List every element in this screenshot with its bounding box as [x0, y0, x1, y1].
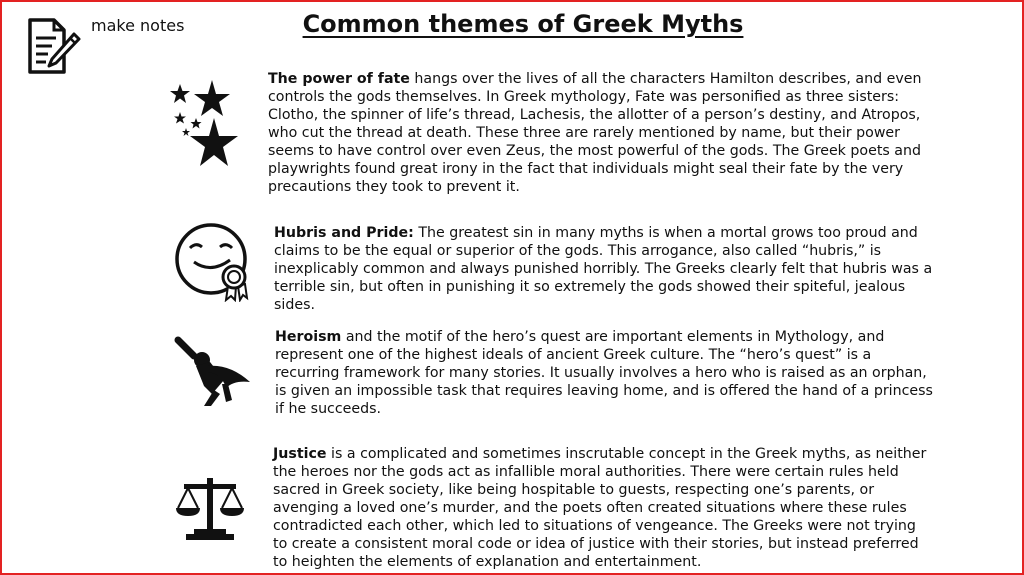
- theme-fate-body: hangs over the lives of all the characters Hamilton describes, and even controls the gods themselves. In Greek mythology, Fate was personified as three sisters: Clotho, the spinner of life’s thread, Lachesis, the allotter of a person’s destiny, and Atropos, who cut the thread at death. These three are rarely mentioned by name, but their power seems to have control over even Zeus, the most powerful of the gods. The Greek poets and playwrights found great irony in the fact that individuals might seal their fate by the very precautions they took to prevent it.: [268, 71, 922, 195]
- smug-face-medal-icon: [174, 222, 252, 302]
- make-notes-label: make notes: [91, 16, 185, 35]
- stars-icon: [168, 78, 242, 172]
- theme-heroism-body: and the motif of the hero’s quest are important elements in Mythology, and represent one of the highest ideals of ancient Greek culture. The “hero’s quest” is a recurring framework for many stories. It usually involves a hero who is raised as an orphan, is given an impossible task that requires leaving home, and is offered the hand of a princess if he succeeds.: [275, 329, 933, 417]
- theme-justice-text: [273, 445, 933, 571]
- theme-heroism-text: [275, 328, 935, 418]
- page-title: Common themes of Greek Myths: [302, 10, 744, 38]
- theme-fate-text: [268, 70, 928, 196]
- theme-justice-heading: Justice: [273, 446, 327, 462]
- scales-icon: [174, 474, 246, 544]
- theme-fate-heading: The power of fate: [268, 71, 410, 87]
- flying-hero-icon: [174, 336, 252, 408]
- theme-hubris-text: [274, 224, 934, 314]
- theme-hubris-body: The greatest sin in many myths is when a mortal grows too proud and claims to be the equal or superior of the gods. This arrogance, also called “hubris,” is inexplicably common and always punished horribly. The Greeks clearly felt that hubris was a terrible sin, but often in punishing it so extremely the gods showed their spiteful, jealous sides.: [274, 225, 933, 313]
- theme-justice-body: is a complicated and sometimes inscrutable concept in the Greek myths, as neither the heroes nor the gods act as infallible moral authorities. There were certain rules held sacred in Greek society, like being hospitable to guests, respecting one’s parents, or avenging a loved one’s murder, and the poets often created situations where these rules contradicted each other, which led to situations of vengeance. The Greeks were not trying to create a consistent moral code or idea of justice with their stories, but instead preferred to heighten the elements of explanation and entertainment.: [273, 446, 927, 570]
- theme-hubris-heading: Hubris and Pride:: [274, 225, 414, 241]
- theme-heroism-heading: Heroism: [275, 329, 342, 345]
